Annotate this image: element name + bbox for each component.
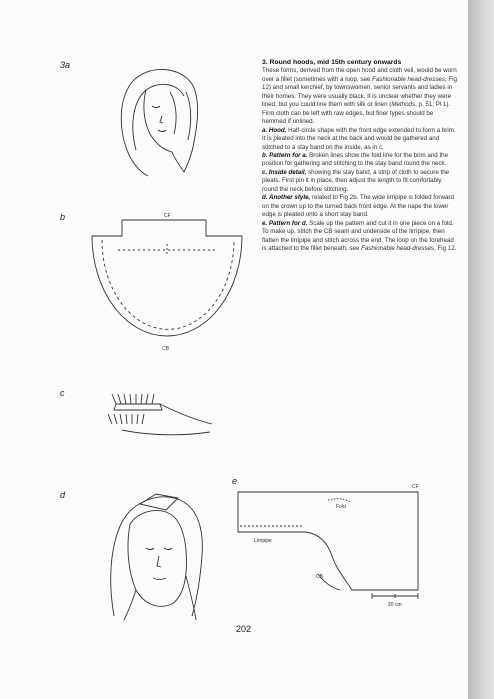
page-number: 202 xyxy=(236,624,252,634)
stay-band-detail-c xyxy=(100,390,215,440)
pattern-e-diagram xyxy=(232,478,422,613)
text-column xyxy=(262,59,458,253)
paragraph-a: a. Hood. Half-circle shape with the front edge extended to form a brim. It is pleated into the neck at the back and would be gathered and stitched to a stay band on the inside, as in c. xyxy=(262,126,456,151)
figure-label-b: b xyxy=(60,212,66,222)
figure-label-e: e xyxy=(232,476,238,486)
figure-label-3a: 3a xyxy=(60,60,71,70)
section-heading: 3. Round hoods, mid 15th century onwards xyxy=(262,59,402,66)
intro-paragraph: These forms, derived from the open hood and cloth veil, would be worn over a fillet (sometimes with a loop, see Fashionable head-dresses, Fig 12) and small kerchief, by townswomen, senior servants and ladies in their homes. They were usually black. It is unclear whether they were lined, but you could line them with silk or linen (Methods, p. 51; Pl 1). Firm cloth can be left with raw edges, but finer types should be hemmed if unlined. xyxy=(262,67,458,126)
pattern-e-cb-label: CB xyxy=(316,574,323,580)
hood-illustration-a xyxy=(100,62,210,182)
page-gutter-shadow xyxy=(468,0,494,699)
pattern-e-scale-label: 20 cm xyxy=(388,602,402,608)
figure-label-d: d xyxy=(60,490,66,500)
pattern-e-fold-label: Fold xyxy=(336,504,346,510)
paragraph-c: c. Inside detail, showing the stay band, a strip of cloth to secure the pleats. First pin it in place, then adjust the length to fit comfortably round the neck before stitching. xyxy=(262,168,450,193)
figure-label-c: c xyxy=(60,388,65,398)
paragraph-e: e. Pattern for d. Scale up the pattern and cut it in one piece on a fold. To make up, stitch the CB seam and underside of the lirripipe, then flatten the lirripipe and stitch across the end. The loop on the forehead is attached to the fillet beneath, see Fashionable head-dresses, Fig 12. xyxy=(262,219,457,252)
paragraph-b: b. Pattern for a. Broken lines show the fold line for the brim and the position for gathering and stitching to the stay band round the neck. xyxy=(262,151,449,168)
pattern-e-cf-label: CF xyxy=(412,484,419,490)
pattern-b-cf-label: CF xyxy=(164,213,171,219)
paragraph-d: d. Another style, related to Fig 2b. The wide lirripipe is folded forward on the crown up to the turned back front edge. At the nape the lower edge is pleated onto a short stay band. xyxy=(262,194,454,219)
pattern-e-lirripipe-label: Lirripipe xyxy=(254,538,272,544)
pattern-b-cb-label: CB xyxy=(162,346,169,352)
hood-illustration-d xyxy=(100,486,215,621)
pattern-b-diagram xyxy=(88,210,248,360)
